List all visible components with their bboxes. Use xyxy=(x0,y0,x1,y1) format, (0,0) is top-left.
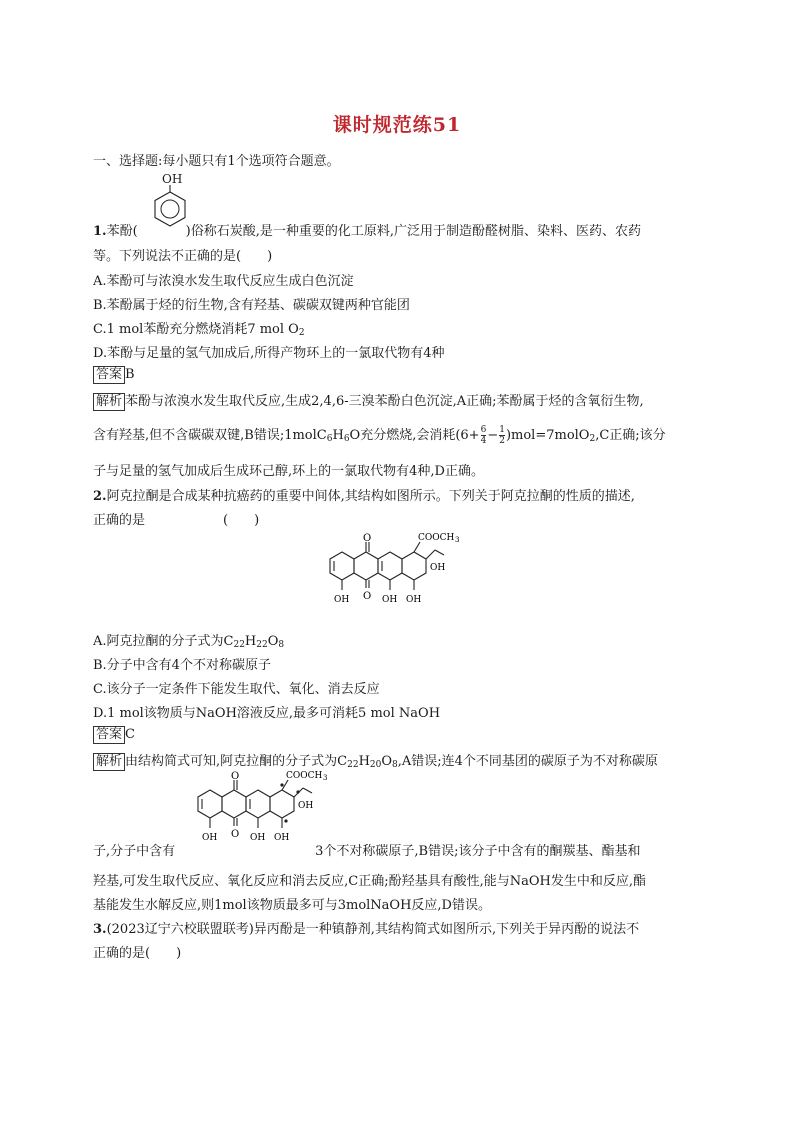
q2-number: 2. xyxy=(93,489,107,504)
frac2-den: 2 xyxy=(499,436,505,446)
q1-answer xyxy=(93,366,135,384)
q1-option-d: D.苯酚与足量的氢气加成后,所得产物环上的一氯取代物有4种 xyxy=(93,346,445,361)
q1-an2-s3: 2 xyxy=(589,434,596,444)
ring-o-top: O xyxy=(231,771,240,782)
q2-option-d: D.1 mol该物质与NaOH溶液反应,最多可消耗5 mol NaOH xyxy=(93,706,441,721)
q2-an1-s2: 20 xyxy=(369,760,382,770)
q1-stem-a: 苯酚( xyxy=(106,224,138,239)
q2-stem-line2: 正确的是 ( ) xyxy=(93,513,260,528)
q1-an2-d: − xyxy=(487,428,499,443)
q2-option-c: C.该分子一定条件下能发生取代、氧化、消去反应 xyxy=(93,682,380,697)
q2-answer-value: C xyxy=(125,727,135,742)
q2-stem-line1 xyxy=(93,485,635,504)
q1-an2-b: H xyxy=(332,428,344,443)
ring-o-top: O xyxy=(363,533,372,544)
frac1-num: 6 xyxy=(480,425,487,435)
fraction-6-4 xyxy=(481,425,487,446)
q1-an2-a: 含有羟基,但不含碳碳双键,B错误;1molC xyxy=(93,428,327,443)
q2-an1-b: H xyxy=(358,754,370,769)
aklavinone-structure xyxy=(318,530,478,618)
q2-opta-s1: 22 xyxy=(233,640,245,650)
q2-analysis-line1 xyxy=(93,750,658,771)
q1-an2-e: )mol=7molO xyxy=(505,428,590,443)
section-heading: 一、选择题:每小题只有1个选项符合题意。 xyxy=(93,154,340,169)
q2-analysis-line3: 羟基,可发生取代反应、氧化反应和消去反应,C正确;酚羟基具有酸性,能与NaOH发生中和反应,酯 xyxy=(93,874,646,889)
q1-an2-c: O充分燃烧,会消耗(6+ xyxy=(349,428,480,443)
frac1-den: 4 xyxy=(480,436,487,446)
page-title: 课时规范练51 xyxy=(332,114,462,136)
q2-analysis-line2 xyxy=(93,840,640,859)
q2-opta-s3: 8 xyxy=(278,640,285,650)
q1-stem-b: )俗称石炭酸,是一种重要的化工原料,广泛用于制造酚醛树脂、染料、医药、农药 xyxy=(185,224,641,239)
phenol-oh-label: OH xyxy=(162,172,183,186)
q2-an1-d: ,A错误;连4个不同基团的碳原子为不对称碳原 xyxy=(397,754,658,769)
q2-answer xyxy=(93,726,135,744)
q1-an2-s2: 6 xyxy=(343,434,350,444)
q2-opta-2: H xyxy=(244,634,257,649)
oh-right: OH xyxy=(430,563,446,573)
oh-1: OH xyxy=(334,595,350,605)
q2-stem-text: 阿克拉酮是合成某种抗癌药的重要中间体,其结构如图所示。下列关于阿克拉酮的性质的描述, xyxy=(106,489,635,504)
q2-analysis-line4: 基能发生水解反应,则1mol该物质最多可与3molNaOH反应,D错误。 xyxy=(93,898,491,913)
q1-analysis-line2 xyxy=(93,424,666,446)
ring-o-mid: O xyxy=(231,829,240,840)
q2-an1-s1: 22 xyxy=(347,760,359,770)
q1-stem-line1 xyxy=(93,220,641,239)
oh-2: OH xyxy=(250,833,266,843)
q1-option-c-text: C.1 mol苯酚充分燃烧消耗7 mol O xyxy=(93,322,299,337)
q1-option-c-sub: 2 xyxy=(298,328,305,338)
oh-3: OH xyxy=(274,833,290,843)
q2-an1-s3: 8 xyxy=(392,760,398,770)
oh-right: OH xyxy=(298,801,314,811)
q2-an2-b: 3个不对称碳原子,B错误;该分子中含有的酮羰基、酯基和 xyxy=(315,844,641,859)
ring-o-mid: O xyxy=(363,591,372,602)
q2-option-a xyxy=(93,630,284,650)
cooch3-sub: 3 xyxy=(323,774,328,782)
analysis-tag: 解析 xyxy=(93,753,125,771)
q1-answer-value: B xyxy=(125,367,135,382)
q1-analysis-line1 xyxy=(93,390,644,411)
q2-an1-a: 由结构简式可知,阿克拉酮的分子式为C xyxy=(125,754,348,769)
q2-option-b: B.分子中含有4个不对称碳原子 xyxy=(93,658,271,673)
answer-tag: 答案 xyxy=(93,726,125,744)
q1-stem-line2: 等。下列说法不正确的是( ) xyxy=(93,249,273,264)
q2-opta-3: O xyxy=(267,634,279,649)
cooch3-sub: 3 xyxy=(455,536,460,544)
q1-analysis-text1: 苯酚与浓溴水发生取代反应,生成2,4,6-三溴苯酚白色沉淀,A正确;苯酚属于烃的含氧衍生物, xyxy=(125,394,644,409)
q3-stem-line1 xyxy=(93,918,639,937)
cooch3-label: COOCH xyxy=(286,771,323,781)
q2-opta-1: A.阿克拉酮的分子式为C xyxy=(93,634,234,649)
cooch3-label: COOCH xyxy=(418,533,455,543)
oh-2: OH xyxy=(382,595,398,605)
analysis-tag: 解析 xyxy=(93,393,125,411)
oh-3: OH xyxy=(406,595,422,605)
q1-option-b: B.苯酚属于烃的衍生物,含有羟基、碳碳双键两种官能团 xyxy=(93,298,410,313)
q3-stem-text: (2023辽宁六校联盟联考)异丙酚是一种镇静剂,其结构简式如图所示,下列关于异丙酚的说法不 xyxy=(106,922,640,937)
q1-number: 1. xyxy=(93,224,107,239)
q1-an2-f: ,C正确;该分 xyxy=(595,428,666,443)
q2-an1-c: O xyxy=(381,754,393,769)
q3-number: 3. xyxy=(93,922,107,937)
q1-option-c xyxy=(93,318,305,338)
frac2-num: 1 xyxy=(499,425,505,435)
q3-stem-line2: 正确的是( ) xyxy=(93,946,182,961)
q1-option-a: A.苯酚可与浓溴水发生取代反应生成白色沉淀 xyxy=(93,274,354,289)
oh-1: OH xyxy=(202,833,218,843)
fraction-1-2 xyxy=(499,425,505,446)
answer-tag: 答案 xyxy=(93,366,125,384)
q2-opta-s2: 22 xyxy=(256,640,268,650)
q1-an2-s1: 6 xyxy=(326,434,333,444)
q2-an2-a: 子,分子中含有 xyxy=(93,844,176,859)
q1-analysis-line3: 子与足量的氢气加成后生成环己醇,环上的一氯取代物有4种,D正确。 xyxy=(93,464,484,479)
